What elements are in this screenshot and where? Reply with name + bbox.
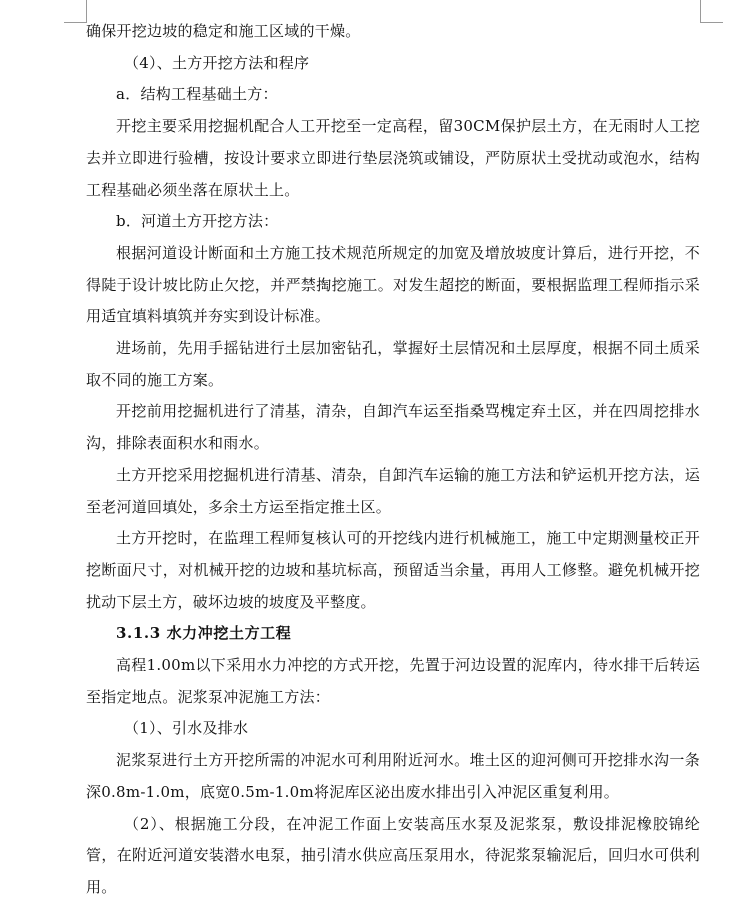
paragraph: 确保开挖边坡的稳定和施工区域的干燥。 — [86, 22, 361, 40]
document-body — [86, 16, 700, 904]
paragraph: 土方开挖采用挖掘机进行清基、清杂，自卸汽车运输的施工方法和铲运机开挖方法，运至老河道回填处，多余土方运至指定推土区。 — [86, 465, 700, 516]
paragraph: （2）、根据施工分段，在冲泥工作面上安装高压水泵及泥浆泵，敷设排泥橡胶锦纶管，在附近河道安装潜水电泵，抽引清水供应高压泵用水，待泥浆泵输泥后，回归水可供利用。 — [86, 814, 700, 896]
section-heading: 3.1.3 水力冲挖土方工程 — [116, 624, 292, 643]
paragraph: 开挖前用挖掘机进行了清基，清杂，自卸汽车运至指桑骂槐定弃土区，并在四周挖排水沟，排除表面积水和雨水。 — [86, 402, 700, 453]
subheading: （1）、引水及排水 — [124, 719, 249, 738]
page-corner-mark-left — [64, 0, 87, 23]
subheading: （4）、土方开挖方法和程序 — [124, 53, 310, 72]
paragraph: 土方开挖时，在监理工程师复核认可的开挖线内进行机械施工，施工中定期测量校正开挖断面尺寸，对机械开挖的边坡和基坑标高，预留适当余量，再用人工修整。避免机械开挖扰动下层土方，破坏边坡的坡度及平整度。 — [86, 529, 700, 611]
subheading: b．河道土方开挖方法： — [116, 212, 279, 231]
subheading: a．结构工程基础土方： — [116, 85, 278, 104]
paragraph: 进场前，先用手摇钻进行土层加密钻孔，掌握好土层情况和土层厚度，根据不同土质采取不同的施工方案。 — [86, 339, 700, 389]
page-corner-mark-right — [700, 0, 723, 23]
paragraph: 泥浆泵进行土方开挖所需的冲泥水可利用附近河水。堆土区的迎河侧可开挖排水沟一条深0.8m-1.0m，底宽0.5m-1.0m将泥库区泌出废水排出引入冲泥区重复利用。 — [86, 751, 700, 801]
paragraph: 根据河道设计断面和土方施工技术规范所规定的加宽及增放坡度计算后，进行开挖，不得陡于设计坡比防止欠挖，并严禁掏挖施工。对发生超挖的断面，要根据监理工程师指示采用适宜填料填筑并夯实到设计标准。 — [86, 243, 700, 326]
paragraph: 高程1.00m以下采用水力冲挖的方式开挖，先置于河边设置的泥库内，待水排干后转运至指定地点。泥浆泵冲泥施工方法： — [86, 656, 700, 706]
paragraph: 开挖主要采用挖掘机配合人工开挖至一定高程，留30CM保护层土方，在无雨时人工挖去并立即进行验槽，按设计要求立即进行垫层浇筑或铺设，严防原状土受扰动或泡水，结构工程基础必须坐落在原状土上。 — [86, 117, 700, 199]
